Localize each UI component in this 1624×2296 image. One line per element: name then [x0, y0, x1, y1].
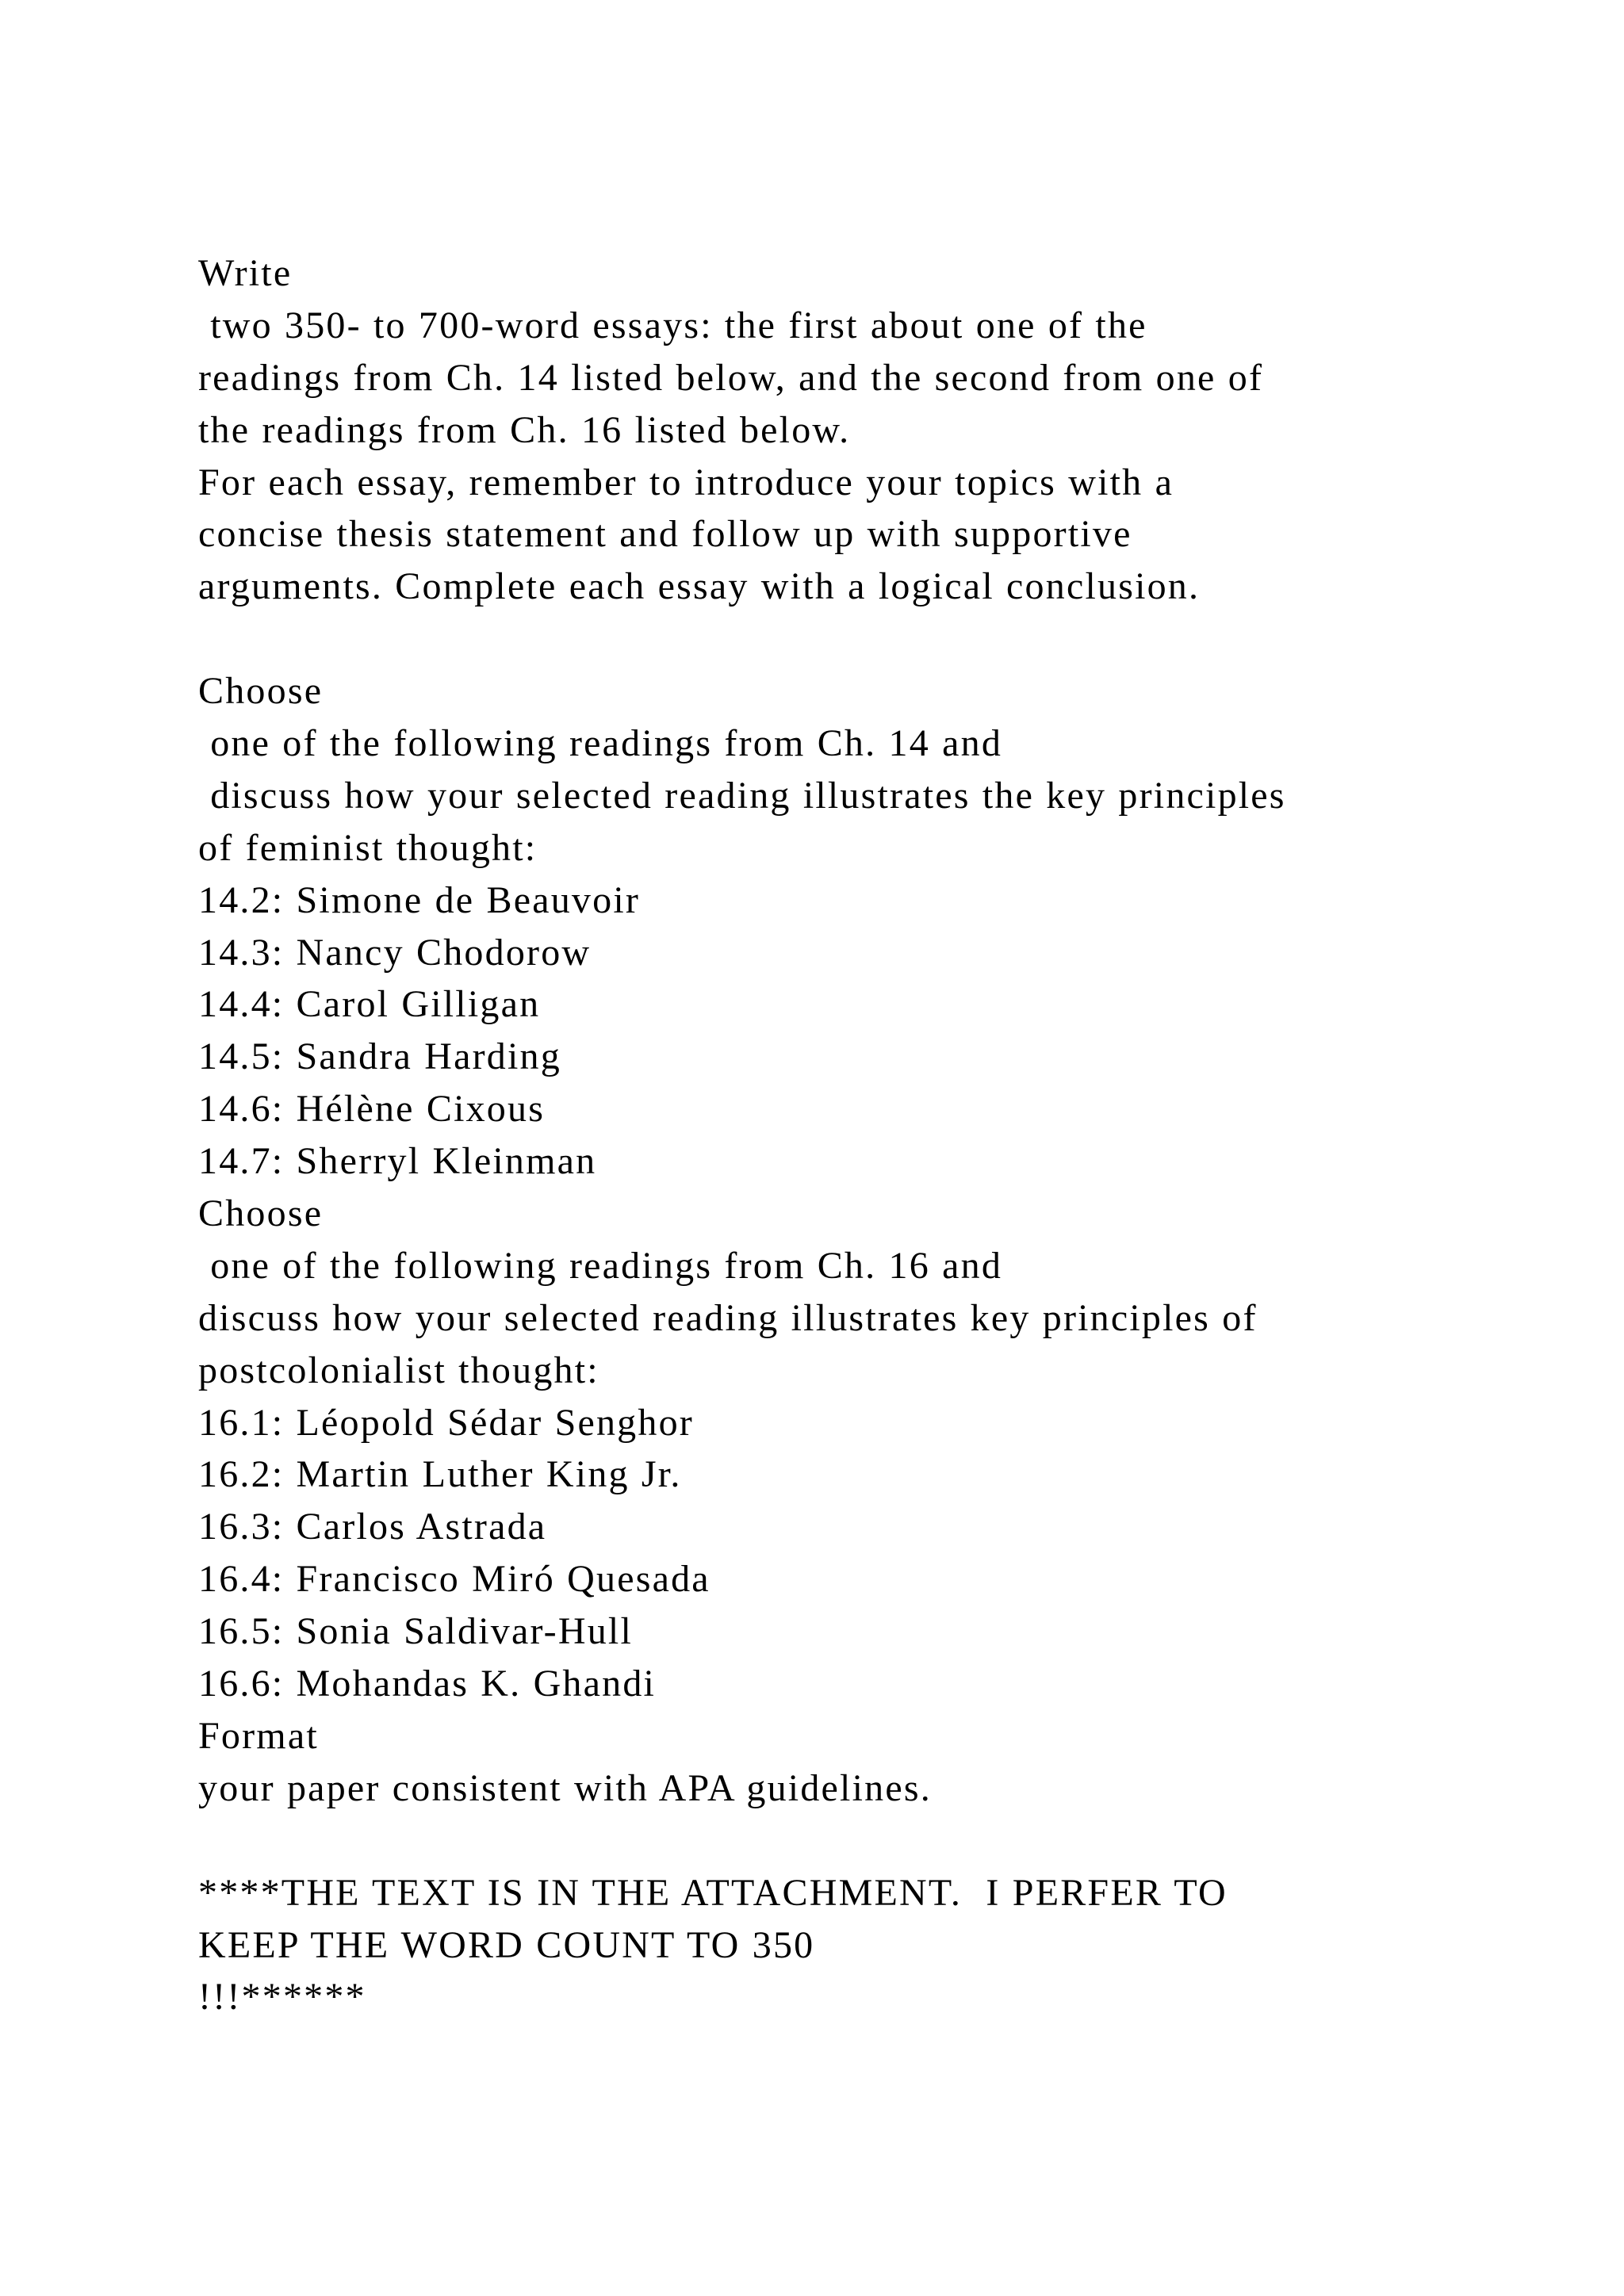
text-line: arguments. Complete each essay with a logical conclusion.	[198, 565, 1201, 608]
text-line: the readings from Ch. 16 listed below.	[198, 408, 851, 451]
text-line: two 350- to 700-word essays: the first about one of the	[198, 304, 1147, 346]
reading-item: 14.7: Sherryl Kleinman	[198, 1140, 597, 1183]
text-line: one of the following readings from Ch. 14 and	[198, 722, 1003, 765]
text-line: one of the following readings from Ch. 16 and	[198, 1244, 1003, 1287]
text-line: Choose	[198, 1192, 324, 1235]
text-line: of feminist thought:	[198, 826, 538, 869]
reading-item: 14.4: Carol Gilligan	[198, 983, 541, 1026]
reading-item: 14.3: Nancy Chodorow	[198, 931, 592, 974]
text-line: Choose	[198, 670, 324, 713]
reading-item: 16.3: Carlos Astrada	[198, 1506, 547, 1548]
text-line: readings from Ch. 14 listed below, and the second from one of	[198, 356, 1264, 399]
text-line: discuss how your selected reading illustrates key principles of	[198, 1296, 1258, 1339]
reading-item: 16.4: Francisco Miró Quesada	[198, 1558, 710, 1601]
text-line: Write	[198, 252, 293, 294]
reading-item: 14.6: Hélène Cixous	[198, 1088, 546, 1131]
reading-item: 14.2: Simone de Beauvoir	[198, 878, 641, 921]
text-line: KEEP THE WORD COUNT TO 350	[198, 1923, 815, 1966]
reading-item: 16.5: Sonia Saldivar-Hull	[198, 1610, 633, 1653]
text-line: Format	[198, 1714, 319, 1757]
text-line: !!!******	[198, 1976, 366, 2019]
text-line: concise thesis statement and follow up with supportive	[198, 513, 1132, 556]
text-line: discuss how your selected reading illustrates the key principles	[198, 774, 1286, 817]
document-body	[198, 247, 1594, 2023]
text-line: For each essay, remember to introduce your topics with a	[198, 461, 1174, 503]
reading-item: 16.2: Martin Luther King Jr.	[198, 1453, 682, 1496]
blank-line	[198, 613, 1594, 665]
text-line: postcolonialist thought:	[198, 1349, 599, 1391]
reading-item: 16.1: Léopold Sédar Senghor	[198, 1401, 694, 1444]
text-line: ****THE TEXT IS IN THE ATTACHMENT. I PERFER TO	[198, 1871, 1228, 1914]
blank-line	[198, 1815, 1594, 1867]
reading-item: 16.6: Mohandas K. Ghandi	[198, 1663, 657, 1705]
reading-item: 14.5: Sandra Harding	[198, 1035, 561, 1078]
text-line: your paper consistent with APA guidelines.	[198, 1766, 932, 1809]
